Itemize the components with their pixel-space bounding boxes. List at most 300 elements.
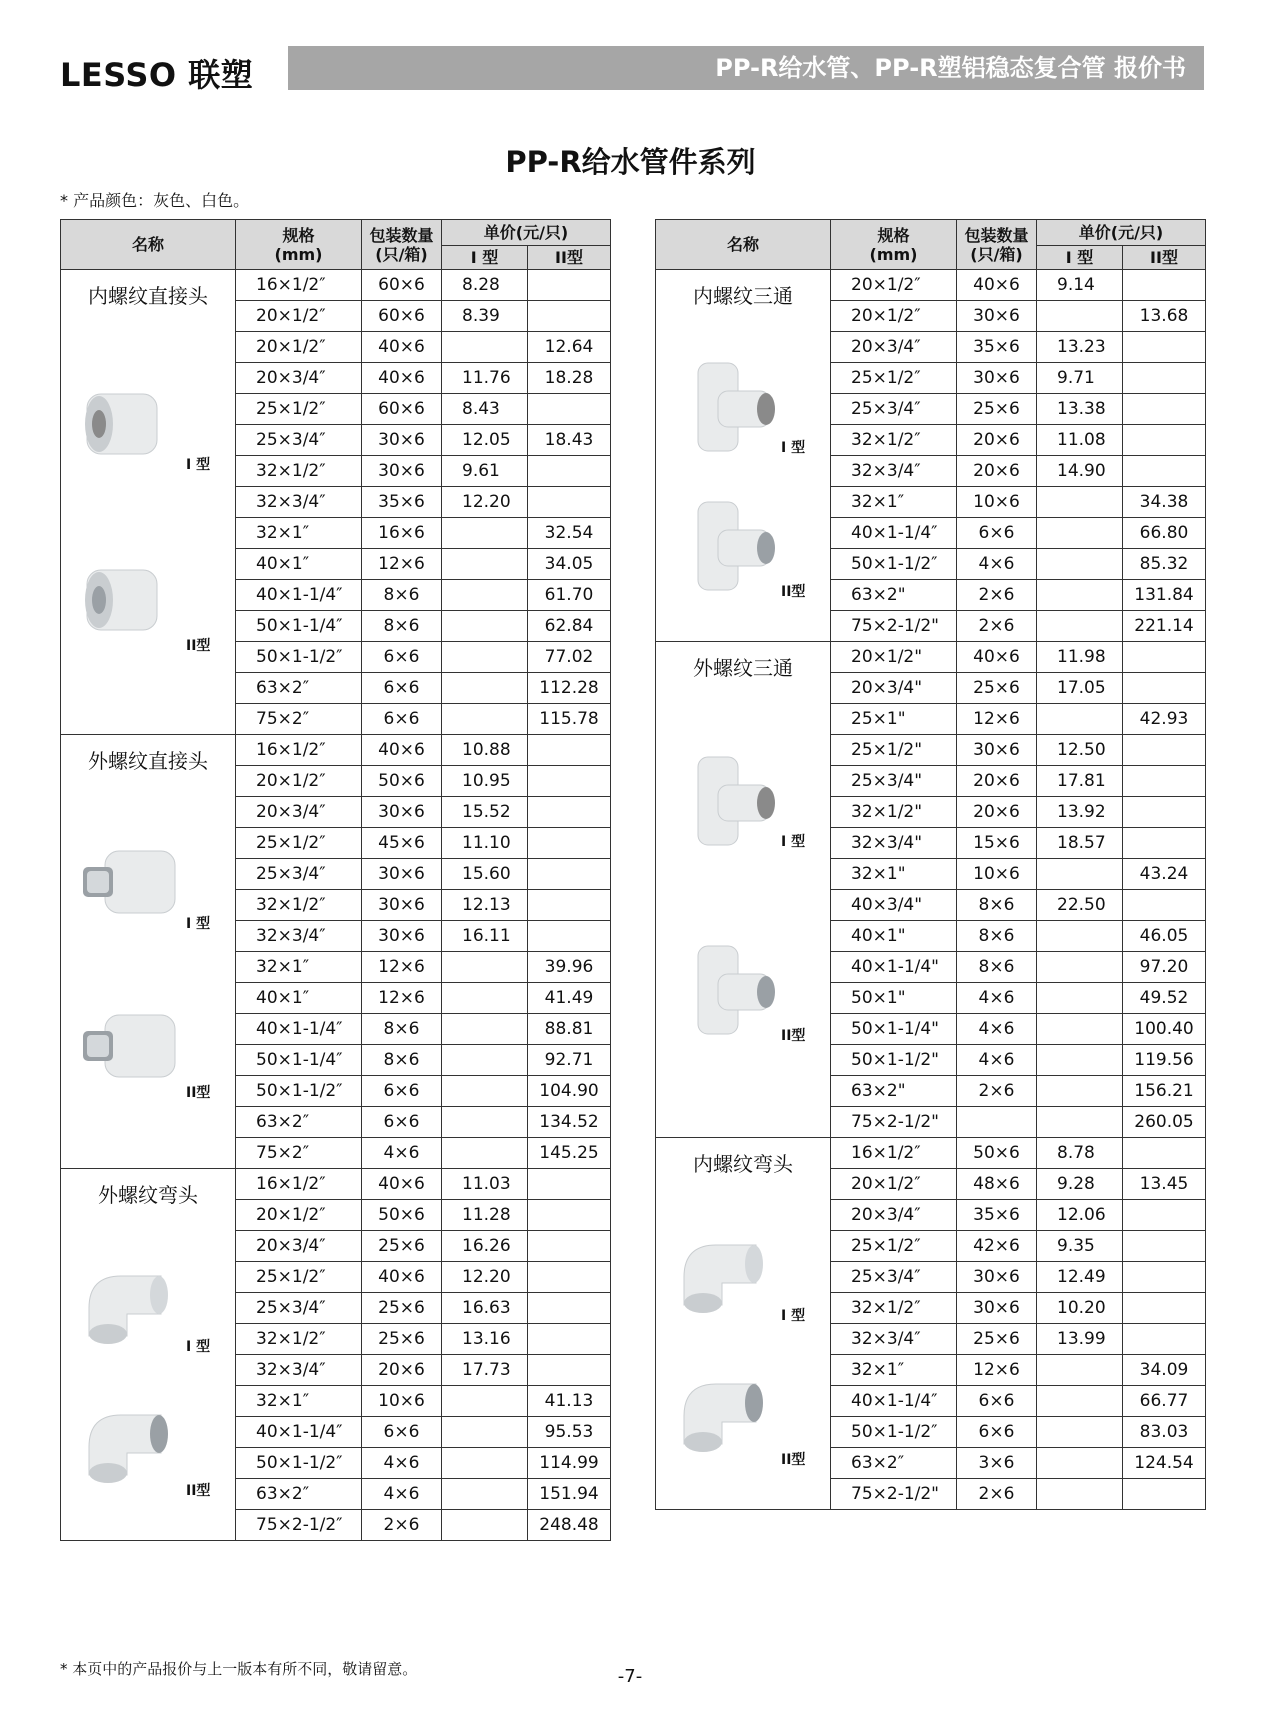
color-note: * 产品颜色：灰色、白色。	[60, 191, 250, 210]
pack-cell: 40×6	[362, 735, 442, 766]
right-price-table	[655, 219, 1206, 1510]
price-type1-cell	[1037, 301, 1123, 332]
price-type1-cell	[442, 549, 528, 580]
pack-cell: 4×6	[957, 549, 1037, 580]
price-type2-cell: 95.53	[528, 1417, 611, 1448]
pack-cell: 25×6	[957, 673, 1037, 704]
price-type1-cell	[1037, 580, 1123, 611]
price-type1-cell: 13.23	[1037, 332, 1123, 363]
male-socket-icon	[75, 833, 195, 938]
spec-cell: 25×3/4″	[236, 859, 362, 890]
price-type2-cell	[528, 456, 611, 487]
price-type2-cell: 100.40	[1123, 1014, 1206, 1045]
price-type2-cell	[1123, 1324, 1206, 1355]
spec-cell: 25×3/4"	[831, 766, 957, 797]
price-type2-cell: 85.32	[1123, 549, 1206, 580]
pack-cell: 25×6	[362, 1231, 442, 1262]
spec-cell: 25×1/2″	[236, 1262, 362, 1293]
spec-cell: 25×3/4″	[236, 425, 362, 456]
type2-label: II型	[781, 584, 806, 600]
product-cell	[656, 1138, 831, 1510]
pack-cell: 40×6	[362, 1169, 442, 1200]
price-type1-cell: 10.88	[442, 735, 528, 766]
pack-cell: 45×6	[362, 828, 442, 859]
pack-cell: 60×6	[362, 301, 442, 332]
spec-cell: 32×1/2″	[831, 1293, 957, 1324]
product-cell	[656, 270, 831, 642]
price-type2-cell: 131.84	[1123, 580, 1206, 611]
price-type2-cell: 32.54	[528, 518, 611, 549]
price-type2-cell: 119.56	[1123, 1045, 1206, 1076]
spec-cell: 50×1-1/2"	[831, 1045, 957, 1076]
product-name: 内螺纹三通	[693, 284, 793, 308]
spec-cell: 75×2-1/2″	[236, 1510, 362, 1541]
price-type2-cell: 34.05	[528, 549, 611, 580]
price-type2-cell: 104.90	[528, 1076, 611, 1107]
pack-cell: 2×6	[957, 1076, 1037, 1107]
price-type2-cell: 112.28	[528, 673, 611, 704]
price-type1-cell: 12.20	[442, 1262, 528, 1293]
left-price-table	[60, 219, 611, 1541]
price-type2-cell	[1123, 1262, 1206, 1293]
price-type2-cell	[528, 1231, 611, 1262]
product-cell	[61, 735, 236, 1169]
spec-cell: 40×3/4"	[831, 890, 957, 921]
price-type2-cell: 66.80	[1123, 518, 1206, 549]
spec-cell: 40×1-1/4″	[831, 1386, 957, 1417]
pack-cell: 6×6	[362, 704, 442, 735]
price-type2-cell: 221.14	[1123, 611, 1206, 642]
price-type2-cell: 34.38	[1123, 487, 1206, 518]
female-socket-icon	[75, 550, 195, 655]
price-type2-cell	[528, 890, 611, 921]
tee-fitting-icon	[670, 940, 790, 1045]
price-type2-cell: 97.20	[1123, 952, 1206, 983]
price-type2-cell	[528, 766, 611, 797]
elbow-fitting-icon	[75, 1256, 195, 1361]
price-type1-cell	[442, 1510, 528, 1541]
pack-cell: 30×6	[362, 921, 442, 952]
price-type1-cell	[442, 1107, 528, 1138]
spec-cell: 50×1-1/4″	[236, 1045, 362, 1076]
table-row	[61, 270, 611, 301]
spec-cell: 50×1-1/2″	[236, 1076, 362, 1107]
spec-cell: 50×1-1/4″	[236, 611, 362, 642]
tee-fitting-icon	[670, 751, 790, 856]
price-type2-cell: 83.03	[1123, 1417, 1206, 1448]
spec-cell: 32×1″	[236, 518, 362, 549]
pack-cell: 12×6	[362, 952, 442, 983]
pack-cell: 8×6	[362, 1045, 442, 1076]
pack-cell: 25×6	[362, 1324, 442, 1355]
price-type1-cell	[442, 1417, 528, 1448]
product-cell	[61, 1169, 236, 1541]
price-type1-cell	[442, 642, 528, 673]
price-type1-cell: 12.50	[1037, 735, 1123, 766]
price-type1-cell	[442, 611, 528, 642]
price-type2-cell	[1123, 797, 1206, 828]
price-type2-cell: 134.52	[528, 1107, 611, 1138]
type1-label: I 型	[186, 457, 211, 473]
pack-cell: 4×6	[957, 1045, 1037, 1076]
price-type1-cell	[1037, 921, 1123, 952]
col-header-type1: I 型	[1037, 246, 1123, 270]
pack-cell: 20×6	[957, 425, 1037, 456]
price-type1-cell	[1037, 518, 1123, 549]
elbow-fitting-icon	[75, 1395, 195, 1500]
price-type1-cell: 9.14	[1037, 270, 1123, 301]
type1-label: I 型	[781, 440, 806, 456]
price-type1-cell	[1037, 1386, 1123, 1417]
price-type2-cell	[528, 1169, 611, 1200]
pack-cell: 30×6	[362, 456, 442, 487]
price-type2-cell	[1123, 1138, 1206, 1169]
table-row	[61, 1169, 611, 1200]
price-type1-cell: 8.78	[1037, 1138, 1123, 1169]
spec-cell: 63×2"	[831, 1076, 957, 1107]
price-type2-cell: 92.71	[528, 1045, 611, 1076]
pack-cell: 25×6	[362, 1293, 442, 1324]
price-type1-cell: 10.95	[442, 766, 528, 797]
price-type2-cell	[1123, 1479, 1206, 1510]
spec-cell: 50×1-1/2″	[831, 549, 957, 580]
price-type2-cell: 77.02	[528, 642, 611, 673]
price-type2-cell: 114.99	[528, 1448, 611, 1479]
price-type1-cell: 13.16	[442, 1324, 528, 1355]
price-type1-cell: 9.35	[1037, 1231, 1123, 1262]
price-type2-cell: 115.78	[528, 704, 611, 735]
price-type1-cell: 11.76	[442, 363, 528, 394]
price-type1-cell: 9.71	[1037, 363, 1123, 394]
pack-cell: 6×6	[362, 673, 442, 704]
col-header-type1: I 型	[442, 246, 528, 270]
price-type1-cell	[442, 704, 528, 735]
price-type2-cell	[528, 1200, 611, 1231]
price-type1-cell	[442, 1014, 528, 1045]
price-type1-cell	[442, 1138, 528, 1169]
pack-cell: 8×6	[362, 580, 442, 611]
price-type1-cell	[1037, 549, 1123, 580]
price-type1-cell: 11.10	[442, 828, 528, 859]
spec-cell: 32×1/2"	[831, 797, 957, 828]
spec-cell: 32×1/2″	[236, 456, 362, 487]
spec-cell: 25×1/2″	[236, 828, 362, 859]
price-type2-cell	[1123, 270, 1206, 301]
spec-cell: 75×2-1/2"	[831, 611, 957, 642]
price-type1-cell	[1037, 1355, 1123, 1386]
spec-cell: 32×3/4"	[831, 828, 957, 859]
price-type1-cell	[1037, 487, 1123, 518]
price-type1-cell: 12.20	[442, 487, 528, 518]
price-type2-cell	[528, 1324, 611, 1355]
price-type2-cell: 248.48	[528, 1510, 611, 1541]
lesso-logo: LESSO 联塑	[60, 56, 254, 94]
type2-label: II型	[186, 638, 211, 654]
pack-cell: 6×6	[362, 1417, 442, 1448]
price-type1-cell: 15.52	[442, 797, 528, 828]
price-type2-cell	[528, 859, 611, 890]
price-type1-cell	[1037, 1448, 1123, 1479]
price-type2-cell: 39.96	[528, 952, 611, 983]
price-type2-cell: 156.21	[1123, 1076, 1206, 1107]
spec-cell: 25×1"	[831, 704, 957, 735]
price-type2-cell: 12.64	[528, 332, 611, 363]
spec-cell: 20×1/2"	[831, 642, 957, 673]
spec-cell: 40×1-1/4″	[236, 580, 362, 611]
pack-cell: 40×6	[362, 363, 442, 394]
spec-cell: 25×3/4″	[831, 394, 957, 425]
spec-cell: 32×3/4″	[831, 456, 957, 487]
spec-cell: 20×3/4"	[831, 673, 957, 704]
price-type1-cell	[1037, 704, 1123, 735]
spec-cell: 63×2″	[831, 1448, 957, 1479]
pack-cell: 40×6	[957, 642, 1037, 673]
type1-label: I 型	[186, 1339, 211, 1355]
spec-cell: 40×1″	[236, 983, 362, 1014]
spec-cell: 32×1″	[831, 1355, 957, 1386]
product-name: 内螺纹弯头	[693, 1152, 793, 1176]
price-type1-cell: 17.73	[442, 1355, 528, 1386]
col-header-price: 单价(元/只)	[442, 220, 611, 246]
price-type1-cell	[442, 983, 528, 1014]
pack-cell: 20×6	[362, 1355, 442, 1386]
spec-cell: 25×1/2″	[831, 363, 957, 394]
col-header-pack: 包装数量 (只/箱)	[957, 220, 1037, 270]
spec-cell: 63×2″	[236, 673, 362, 704]
pack-cell: 10×6	[362, 1386, 442, 1417]
col-header-type2: II型	[528, 246, 611, 270]
price-type2-cell: 41.13	[528, 1386, 611, 1417]
price-type1-cell: 11.03	[442, 1169, 528, 1200]
product-name: 外螺纹三通	[693, 656, 793, 680]
spec-cell: 20×3/4″	[236, 797, 362, 828]
pack-cell: 10×6	[957, 487, 1037, 518]
price-type1-cell: 9.61	[442, 456, 528, 487]
price-type1-cell: 13.92	[1037, 797, 1123, 828]
price-type2-cell: 41.49	[528, 983, 611, 1014]
price-type1-cell: 13.38	[1037, 394, 1123, 425]
price-type2-cell	[1123, 456, 1206, 487]
price-type2-cell: 13.68	[1123, 301, 1206, 332]
spec-cell: 32×3/4″	[831, 1324, 957, 1355]
price-type1-cell	[442, 518, 528, 549]
col-header-type2: II型	[1123, 246, 1206, 270]
price-type1-cell	[1037, 611, 1123, 642]
price-type1-cell: 10.20	[1037, 1293, 1123, 1324]
type2-label: II型	[186, 1483, 211, 1499]
price-type1-cell	[1037, 1107, 1123, 1138]
pack-cell: 4×6	[362, 1479, 442, 1510]
price-type1-cell	[442, 1076, 528, 1107]
pack-cell: 35×6	[957, 1200, 1037, 1231]
col-header-price: 单价(元/只)	[1037, 220, 1206, 246]
pack-cell: 30×6	[957, 363, 1037, 394]
price-type2-cell	[1123, 766, 1206, 797]
price-type2-cell: 18.43	[528, 425, 611, 456]
pack-cell: 16×6	[362, 518, 442, 549]
pack-cell: 3×6	[957, 1448, 1037, 1479]
pack-cell: 30×6	[957, 301, 1037, 332]
col-header-spec: 规格 (mm)	[236, 220, 362, 270]
tee-fitting-icon	[670, 496, 790, 601]
pack-cell: 8×6	[957, 921, 1037, 952]
spec-cell: 25×3/4″	[236, 1293, 362, 1324]
pack-cell: 4×6	[957, 1014, 1037, 1045]
product-name: 外螺纹直接头	[88, 749, 208, 773]
price-type1-cell	[1037, 859, 1123, 890]
price-type1-cell	[1037, 952, 1123, 983]
pack-cell: 2×6	[957, 1479, 1037, 1510]
pack-cell: 8×6	[362, 611, 442, 642]
price-type2-cell: 34.09	[1123, 1355, 1206, 1386]
spec-cell: 16×1/2″	[236, 735, 362, 766]
spec-cell: 75×2″	[236, 704, 362, 735]
table-row	[656, 1138, 1206, 1169]
pack-cell: 4×6	[362, 1138, 442, 1169]
price-type2-cell	[528, 797, 611, 828]
pack-cell: 6×6	[362, 1076, 442, 1107]
price-type2-cell	[1123, 1200, 1206, 1231]
spec-cell: 40×1-1/4″	[236, 1417, 362, 1448]
spec-cell: 25×1/2"	[831, 735, 957, 766]
pack-cell: 40×6	[362, 1262, 442, 1293]
spec-cell: 75×2-1/2"	[831, 1107, 957, 1138]
col-header-spec: 规格 (mm)	[831, 220, 957, 270]
spec-cell: 50×1-1/2″	[831, 1417, 957, 1448]
spec-cell: 40×1″	[236, 549, 362, 580]
price-type1-cell: 16.63	[442, 1293, 528, 1324]
price-type2-cell: 151.94	[528, 1479, 611, 1510]
pack-cell: 12×6	[957, 704, 1037, 735]
price-type2-cell	[528, 735, 611, 766]
pack-cell: 2×6	[957, 611, 1037, 642]
price-type2-cell: 260.05	[1123, 1107, 1206, 1138]
spec-cell: 20×1/2″	[831, 270, 957, 301]
price-type2-cell: 66.77	[1123, 1386, 1206, 1417]
pack-cell: 30×6	[957, 735, 1037, 766]
pack-cell: 8×6	[362, 1014, 442, 1045]
spec-cell: 32×1/2″	[236, 890, 362, 921]
price-type2-cell: 13.45	[1123, 1169, 1206, 1200]
price-type2-cell	[1123, 394, 1206, 425]
pack-cell: 25×6	[957, 1324, 1037, 1355]
price-type1-cell	[442, 1479, 528, 1510]
pack-cell: 48×6	[957, 1169, 1037, 1200]
price-type1-cell	[1037, 983, 1123, 1014]
spec-cell: 25×1/2″	[236, 394, 362, 425]
col-header-pack: 包装数量 (只/箱)	[362, 220, 442, 270]
female-socket-icon	[75, 374, 195, 479]
pack-cell: 12×6	[957, 1355, 1037, 1386]
col-header-name: 名称	[61, 220, 236, 270]
type2-label: II型	[186, 1085, 211, 1101]
spec-cell: 16×1/2″	[236, 270, 362, 301]
spec-cell: 32×1″	[831, 487, 957, 518]
spec-cell: 20×3/4″	[236, 363, 362, 394]
price-type1-cell: 8.39	[442, 301, 528, 332]
pack-cell: 6×6	[957, 1386, 1037, 1417]
price-type1-cell	[442, 952, 528, 983]
spec-cell: 20×3/4″	[831, 1200, 957, 1231]
pack-cell: 30×6	[362, 425, 442, 456]
price-type2-cell: 124.54	[1123, 1448, 1206, 1479]
pack-cell: 20×6	[957, 797, 1037, 828]
price-type1-cell	[442, 1045, 528, 1076]
price-type2-cell	[528, 394, 611, 425]
price-type2-cell: 43.24	[1123, 859, 1206, 890]
spec-cell: 40×1-1/4″	[236, 1014, 362, 1045]
spec-cell: 75×2-1/2"	[831, 1479, 957, 1510]
price-type1-cell	[1037, 1479, 1123, 1510]
spec-cell: 50×1-1/4"	[831, 1014, 957, 1045]
price-type1-cell: 12.49	[1037, 1262, 1123, 1293]
pack-cell: 30×6	[362, 859, 442, 890]
price-type2-cell	[528, 487, 611, 518]
price-type2-cell	[1123, 363, 1206, 394]
price-type2-cell	[528, 301, 611, 332]
pack-cell: 8×6	[957, 952, 1037, 983]
pack-cell: 35×6	[957, 332, 1037, 363]
type1-label: I 型	[781, 1308, 806, 1324]
price-type1-cell: 11.28	[442, 1200, 528, 1231]
pack-cell: 4×6	[362, 1448, 442, 1479]
col-header-name: 名称	[656, 220, 831, 270]
price-type1-cell: 18.57	[1037, 828, 1123, 859]
price-type2-cell	[1123, 642, 1206, 673]
price-type1-cell: 12.06	[1037, 1200, 1123, 1231]
spec-cell: 32×1″	[236, 1386, 362, 1417]
spec-cell: 50×1-1/2″	[236, 642, 362, 673]
price-type2-cell	[528, 1262, 611, 1293]
elbow-fitting-icon	[670, 1364, 790, 1469]
price-type1-cell	[1037, 1417, 1123, 1448]
price-type2-cell	[1123, 1231, 1206, 1262]
price-type1-cell	[442, 1448, 528, 1479]
spec-cell: 63×2″	[236, 1107, 362, 1138]
pack-cell: 2×6	[957, 580, 1037, 611]
price-type1-cell	[442, 1386, 528, 1417]
pack-cell: 12×6	[362, 983, 442, 1014]
price-type1-cell: 11.98	[1037, 642, 1123, 673]
pack-cell: 50×6	[362, 766, 442, 797]
pack-cell: 40×6	[957, 270, 1037, 301]
spec-cell: 20×1/2″	[831, 1169, 957, 1200]
spec-cell: 63×2″	[236, 1479, 362, 1510]
price-type1-cell	[1037, 1045, 1123, 1076]
pack-cell: 30×6	[957, 1262, 1037, 1293]
price-type2-cell: 62.84	[528, 611, 611, 642]
spec-cell: 32×1"	[831, 859, 957, 890]
spec-cell: 50×1-1/2″	[236, 1448, 362, 1479]
type2-label: II型	[781, 1028, 806, 1044]
pack-cell: 15×6	[957, 828, 1037, 859]
pack-cell: 42×6	[957, 1231, 1037, 1262]
spec-cell: 63×2"	[831, 580, 957, 611]
price-type2-cell	[528, 921, 611, 952]
price-type2-cell	[1123, 890, 1206, 921]
tee-fitting-icon	[670, 357, 790, 462]
price-type1-cell	[1037, 1076, 1123, 1107]
pack-cell: 30×6	[362, 797, 442, 828]
spec-cell: 32×3/4″	[236, 921, 362, 952]
price-type2-cell: 46.05	[1123, 921, 1206, 952]
price-type2-cell	[528, 270, 611, 301]
price-type1-cell: 14.90	[1037, 456, 1123, 487]
pack-cell: 10×6	[957, 859, 1037, 890]
price-type1-cell: 13.99	[1037, 1324, 1123, 1355]
type1-label: I 型	[781, 834, 806, 850]
spec-cell: 75×2″	[236, 1138, 362, 1169]
